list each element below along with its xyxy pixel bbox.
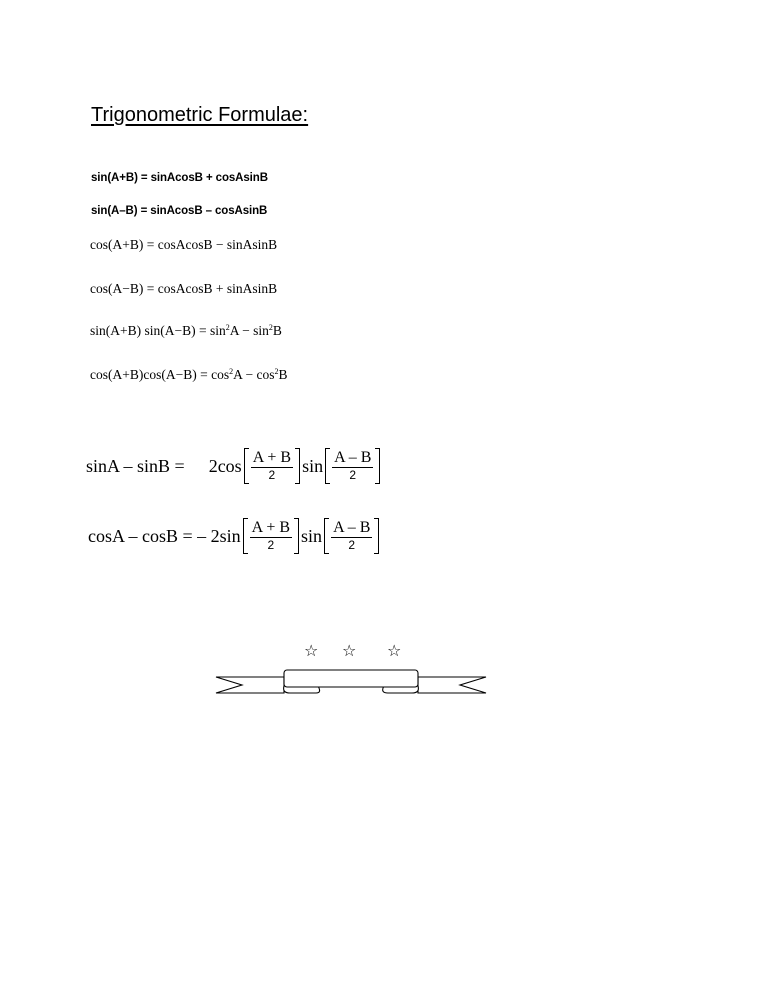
identity-function: sin bbox=[301, 525, 323, 546]
fraction bbox=[330, 448, 375, 484]
fraction bbox=[249, 448, 295, 484]
star-icon: ☆ bbox=[342, 641, 357, 660]
fraction-numerator: A – B bbox=[333, 519, 371, 536]
formula-part: sin(A+B) sin(A−B) = sin bbox=[90, 323, 226, 338]
fraction-denominator: 2 bbox=[348, 538, 356, 552]
fraction bbox=[329, 518, 374, 554]
formula-cos-difference: cos(A−B) = cosAcosB + sinAsinB bbox=[90, 281, 278, 296]
formula-cos-product bbox=[90, 367, 287, 383]
fraction bbox=[248, 518, 294, 554]
superscript: 2 bbox=[225, 323, 230, 332]
bracket-group bbox=[244, 448, 300, 484]
formula-part: B bbox=[272, 323, 282, 338]
formula-part: A − cos bbox=[233, 367, 275, 382]
fraction-denominator: 2 bbox=[268, 468, 276, 482]
bracket-group bbox=[325, 448, 380, 484]
formula-part: cos(A+B)cos(A−B) = cos bbox=[90, 367, 230, 382]
bracket-group bbox=[243, 518, 299, 554]
identity-cos-difference bbox=[88, 518, 381, 554]
identity-lhs: cosA – cosB = – 2sin bbox=[88, 525, 241, 546]
formula-sin-product bbox=[90, 323, 282, 339]
fraction-numerator: A + B bbox=[251, 519, 291, 536]
superscript: 2 bbox=[268, 323, 273, 332]
bracket-group bbox=[324, 518, 379, 554]
formula-cos-sum: cos(A+B) = cosAcosB − sinAsinB bbox=[90, 237, 278, 252]
page-title: Trigonometric Formulae: bbox=[91, 104, 309, 126]
formula-part: A − sin bbox=[229, 323, 269, 338]
fraction-denominator: 2 bbox=[267, 538, 275, 552]
superscript: 2 bbox=[229, 367, 234, 376]
star-icon: ☆ bbox=[387, 641, 402, 660]
superscript: 2 bbox=[274, 367, 279, 376]
formula-sin-difference: sin(A–B) = sinAcosB – cosAsinB bbox=[91, 205, 268, 217]
star-icon: ☆ bbox=[304, 641, 319, 660]
ribbon-banner-icon bbox=[212, 664, 490, 698]
identity-sin-difference bbox=[86, 448, 382, 484]
fraction-numerator: A – B bbox=[334, 449, 372, 466]
fraction-denominator: 2 bbox=[349, 468, 357, 482]
formula-sin-sum: sin(A+B) = sinAcosB + cosAsinB bbox=[91, 172, 268, 184]
identity-coefficient: 2cos bbox=[208, 455, 242, 476]
identity-function: sin bbox=[302, 455, 324, 476]
fraction-numerator: A + B bbox=[252, 449, 292, 466]
formula-part: B bbox=[278, 367, 288, 382]
identity-lhs: sinA – sinB = bbox=[86, 455, 185, 476]
